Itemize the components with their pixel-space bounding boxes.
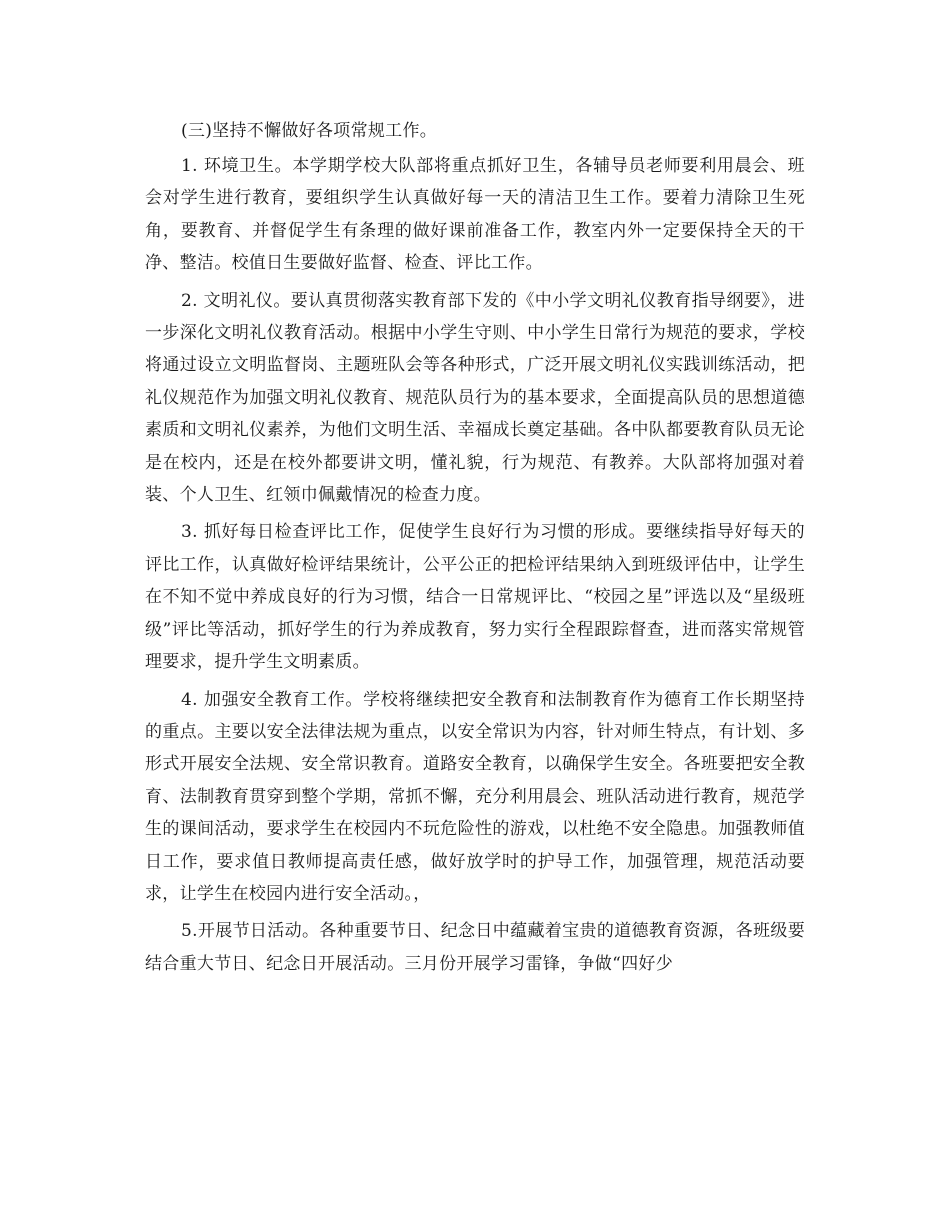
paragraph-civility-etiquette: 2. 文明礼仪。要认真贯彻落实教育部下发的《中小学文明礼仪教育指导纲要》，进一步深化文明礼仪教育活动。根据中小学生守则、中小学生日常行为规范的要求，学校将通过设立文明监督岗、主题班队会等各种形式，广泛开展文明礼仪实践训练活动，把礼仪规范作为加强文明礼仪教育、规范队员行为的基本要求，全面提高队员的思想道德素质和文明礼仪素养，为他们文明生活、幸福成长奠定基础。各中队都要教育队员无论是在校内，还是在校外都要讲文明，懂礼貌，行为规范、有教养。大队部将加强对着装、个人卫生、红领巾佩戴情况的检查力度。 [145,290,805,506]
paragraph-safety-education: 4. 加强安全教育工作。学校将继续把安全教育和法制教育作为德育工作长期坚持的重点。主要以安全法律法规为重点，以安全常识为内容，针对师生特点，有计划、多形式开展安全法规、安全常识教育。道路安全教育，以确保学生安全。各班要把安全教育、法制教育贯穿到整个学期，常抓不懈，充分利用晨会、班队活动进行教育，规范学生的课间活动，要求学生在校园内不玩危险性的游戏，以杜绝不安全隐患。加强教师值日工作，要求值日教师提高责任感，做好放学时的护导工作，加强管理，规范活动要求，让学生在校园内进行安全活动。， [145,689,805,904]
paragraph-environment-hygiene: 1. 环境卫生。本学期学校大队部将重点抓好卫生，各辅导员老师要利用晨会、班会对学生进行教育，要组织学生认真做好每一天的清洁卫生工作。要着力清除卫生死角，要教育、并督促学生有条理的做好课前准备工作，教室内外一定要保持全天的干净、整洁。校值日生要做好监督、检查、评比工作。 [145,156,805,274]
document-body [145,118,805,985]
section-heading: (三)坚持不懈做好各项常规工作。 [181,121,438,141]
paragraph-daily-inspection: 3. 抓好每日检查评比工作，促使学生良好行为习惯的形成。要继续指导好每天的评比工作，认真做好检评结果统计，公平公正的把检评结果纳入到班级评估中，让学生在不知不觉中养成良好的行为习惯，结合一日常规评比、“校园之星”评选以及“星级班级”评比等活动，抓好学生的行为养成教育，努力实行全程跟踪督查，进而落实常规管理要求，提升学生文明素质。 [145,522,805,673]
paragraph-festival-activities: 5.开展节日活动。各种重要节日、纪念日中蕴藏着宝贵的道德教育资源，各班级要结合重大节日、纪念日开展活动。三月份开展学习雷锋，争做“四好少 [145,921,805,974]
